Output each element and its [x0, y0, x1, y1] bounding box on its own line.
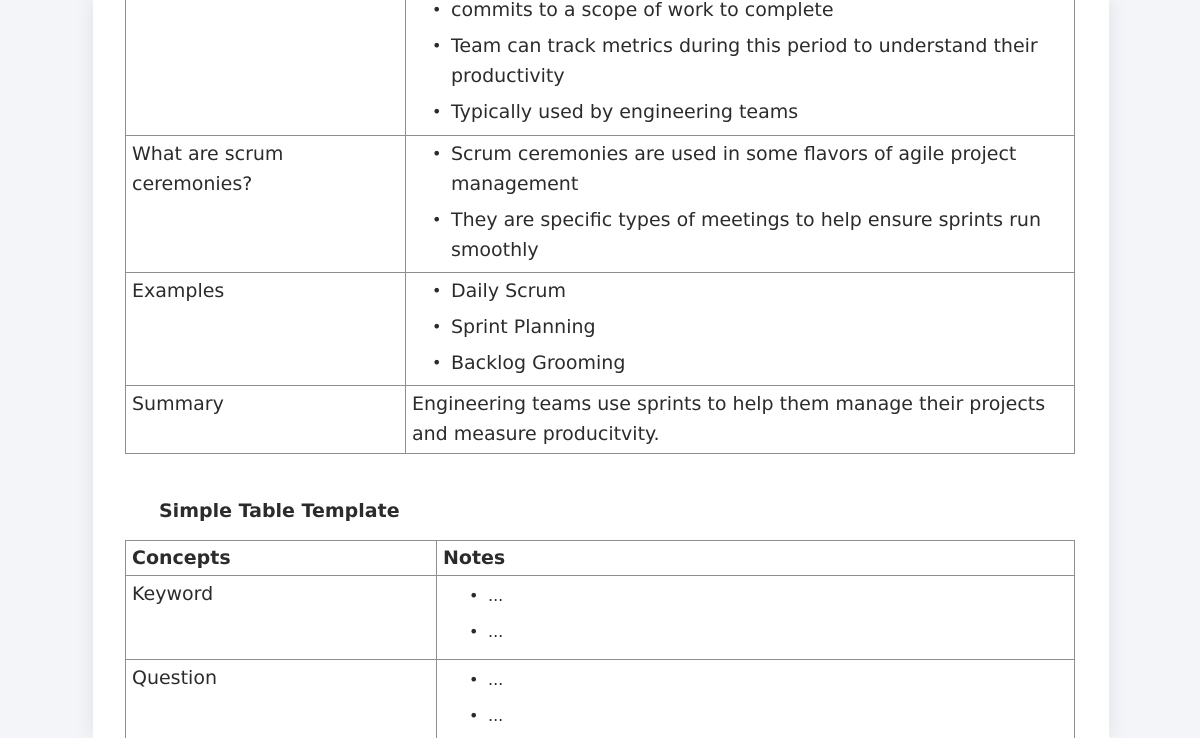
column-header-notes: Notes: [437, 541, 1075, 576]
table-header-row: [126, 541, 1075, 576]
notes-cell: [437, 576, 1075, 660]
list-item: • Scrum ceremonies are used in some flavors of agile project management: [451, 139, 1068, 199]
list-item: • ...: [488, 701, 1068, 731]
list-item: • Daily Scrum: [451, 276, 1068, 306]
table-row: [126, 136, 1075, 273]
concept-cell: Summary: [126, 386, 406, 454]
list-item: • ...: [488, 617, 1068, 647]
list-item: • Typically used by engineering teams: [451, 97, 1068, 127]
bullet-list: [412, 139, 1068, 265]
concept-cell: [126, 0, 406, 136]
document-page: [93, 0, 1109, 738]
list-item: • They are specific types of meetings to help ensure sprints run smoothly: [451, 205, 1068, 265]
concept-cell: What are scrum ceremonies?: [126, 136, 406, 273]
summary-text: Engineering teams use sprints to help them manage their projects and measure producitvity.: [406, 386, 1075, 454]
list-item: • Team can track metrics during this period to understand their productivity: [451, 31, 1068, 91]
notes-cell: [406, 273, 1075, 386]
section-heading: Simple Table Template: [159, 500, 400, 522]
notes-cell: [406, 0, 1075, 136]
table-row: [126, 660, 1075, 738]
notes-cell: [437, 660, 1075, 738]
table-row: [126, 576, 1075, 660]
bullet-list: [412, 0, 1068, 127]
notes-cell: [406, 136, 1075, 273]
list-item: • Sprint Planning: [451, 312, 1068, 342]
simple-table-template: [125, 540, 1075, 738]
notes-table: [125, 0, 1075, 454]
list-item: • ...: [488, 665, 1068, 695]
concept-cell: Question: [126, 660, 437, 738]
column-header-concepts: Concepts: [126, 541, 437, 576]
list-item: • ...: [488, 581, 1068, 611]
table-row: [126, 386, 1075, 454]
list-item: • commits to a scope of work to complete: [451, 0, 1068, 25]
bullet-list: [443, 665, 1068, 731]
table-row: [126, 273, 1075, 386]
list-item: • Backlog Grooming: [451, 348, 1068, 378]
concept-cell: Keyword: [126, 576, 437, 660]
concept-cell: Examples: [126, 273, 406, 386]
bullet-list: [443, 581, 1068, 647]
bullet-list: [412, 276, 1068, 378]
table-row: [126, 0, 1075, 136]
